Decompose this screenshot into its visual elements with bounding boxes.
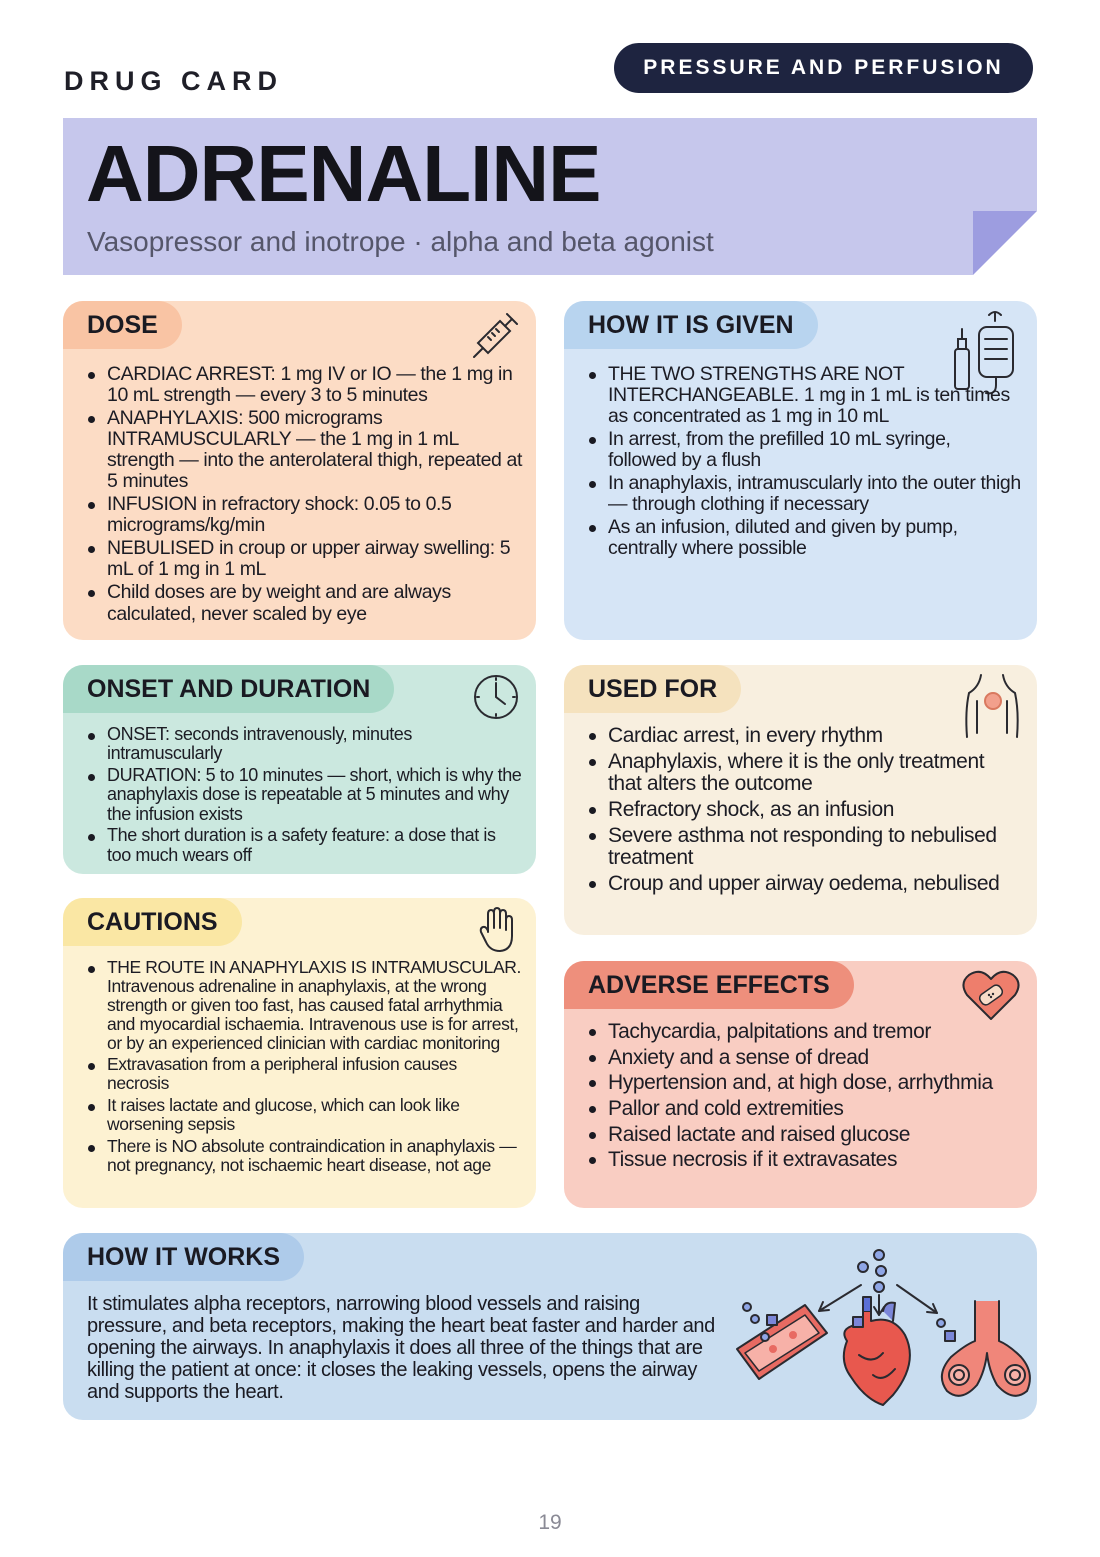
bandaged-heart-icon — [961, 967, 1021, 1023]
syringe-icon — [470, 309, 522, 361]
how-it-works-card — [63, 1233, 1037, 1420]
list-item: Extravasation from a peripheral infusion causes necrosis — [85, 1055, 522, 1093]
card-heading: HOW IT WORKS — [63, 1233, 304, 1281]
cautions-list — [85, 958, 522, 1175]
list-item: INFUSION in refractory shock: 0.05 to 0.5 micrograms/kg/min — [85, 494, 522, 536]
card-heading: DOSE — [63, 301, 182, 349]
card-heading: ADVERSE EFFECTS — [564, 961, 854, 1009]
list-item: THE ROUTE IN ANAPHYLAXIS IS INTRAMUSCULAR. Intravenous adrenaline in anaphylaxis, at the wrong strength or given too fast, has caused fatal arrhythmia and myocardial ischaemia. Intravenous use is for arrest, or by an experienced clinician with cardiac monitoring — [85, 958, 522, 1052]
list-item: The short duration is a safety feature: a dose that is too much wears off — [85, 826, 522, 865]
list-item: There is NO absolute contraindication in anaphylaxis — not pregnancy, not ischaemic heart disease, not age — [85, 1137, 522, 1175]
list-item: Anxiety and a sense of dread — [586, 1047, 1023, 1070]
eyebrow-label: DRUG CARD — [64, 66, 283, 96]
list-item: NEBULISED in croup or upper airway swelling: 5 mL of 1 mg in 1 mL — [85, 538, 522, 580]
airway-icon — [937, 1301, 1030, 1396]
category-badge: PRESSURE AND PERFUSION — [614, 43, 1033, 93]
page-fold-corner — [973, 211, 1037, 275]
clock-icon — [472, 673, 520, 721]
list-item: THE TWO STRENGTHS ARE NOT INTERCHANGEABLE. 1 mg in 1 mL is ten times as concentrated as 1 mg in 10 mL — [586, 364, 1023, 427]
list-item: As an infusion, diluted and given by pump, centrally where possible — [586, 517, 1023, 559]
list-item: Tachycardia, palpitations and tremor — [586, 1021, 1023, 1044]
used-for-list — [586, 725, 1023, 896]
card-heading: HOW IT IS GIVEN — [564, 301, 818, 349]
list-item: It raises lactate and glucose, which can look like worsening sepsis — [85, 1096, 522, 1134]
dose-card — [63, 301, 536, 640]
adverse-effects-card — [564, 961, 1037, 1208]
card-heading: ONSET AND DURATION — [63, 665, 394, 713]
list-item: Pallor and cold extremities — [586, 1098, 1023, 1121]
list-item: Hypertension and, at high dose, arrhythmia — [586, 1072, 1023, 1095]
list-item: Refractory shock, as an infusion — [586, 799, 1023, 822]
list-item: In anaphylaxis, intramuscularly into the outer thigh — through clothing if necessary — [586, 473, 1023, 515]
list-item: Severe asthma not responding to nebulised treatment — [586, 825, 1023, 870]
card-heading: USED FOR — [564, 665, 741, 713]
how-given-list — [586, 364, 1023, 559]
list-item: DURATION: 5 to 10 minutes — short, which is why the anaphylaxis dose is repeatable at 5 minutes and why the infusion exists — [85, 766, 522, 824]
cautions-card — [63, 898, 536, 1208]
list-item: Cardiac arrest, in every rhythm — [586, 725, 1023, 748]
list-item: Anaphylaxis, where it is the only treatment that alters the outcome — [586, 751, 1023, 796]
drug-class-subtitle: Vasopressor and inotrope · alpha and beta agonist — [87, 226, 714, 257]
list-item: In arrest, from the prefilled 10 mL syringe, followed by a flush — [586, 429, 1023, 471]
adverse-effects-list — [586, 1021, 1023, 1172]
list-item: Raised lactate and raised glucose — [586, 1124, 1023, 1147]
list-item: ONSET: seconds intravenously, minutes intramuscularly — [85, 725, 522, 764]
page-number: 19 — [538, 1511, 562, 1534]
blood-vessel-icon — [737, 1303, 827, 1379]
drug-name: ADRENALINE — [86, 129, 601, 218]
list-item: Tissue necrosis if it extravasates — [586, 1149, 1023, 1172]
dose-list — [85, 364, 522, 625]
molecule-icon — [858, 1250, 886, 1292]
how-given-card — [564, 301, 1037, 640]
stop-hand-icon — [478, 906, 520, 954]
onset-list — [85, 725, 522, 865]
mechanism-text: It stimulates alpha receptors, narrowing blood vessels and raising pressure, and beta receptors, making the heart beat faster and harder and opening the airways. In anaphylaxis it does all three of the things that are killing the patient at once: it closes the leaking vessels, opens the airway and supports the heart. — [87, 1293, 715, 1403]
onset-duration-card — [63, 665, 536, 874]
list-item: Child doses are by weight and are always calculated, never scaled by eye — [85, 582, 522, 624]
card-heading: CAUTIONS — [63, 898, 242, 946]
used-for-card — [564, 665, 1037, 935]
list-item: ANAPHYLAXIS: 500 micrograms INTRAMUSCULARLY — the 1 mg in 1 mL strength — into the anterolateral thigh, repeated at 5 minutes — [85, 408, 522, 492]
list-item: Croup and upper airway oedema, nebulised — [586, 873, 1023, 896]
receptor-targets-illustration — [733, 1245, 1033, 1411]
list-item: CARDIAC ARREST: 1 mg IV or IO — the 1 mg in 10 mL strength — every 3 to 5 minutes — [85, 364, 522, 406]
